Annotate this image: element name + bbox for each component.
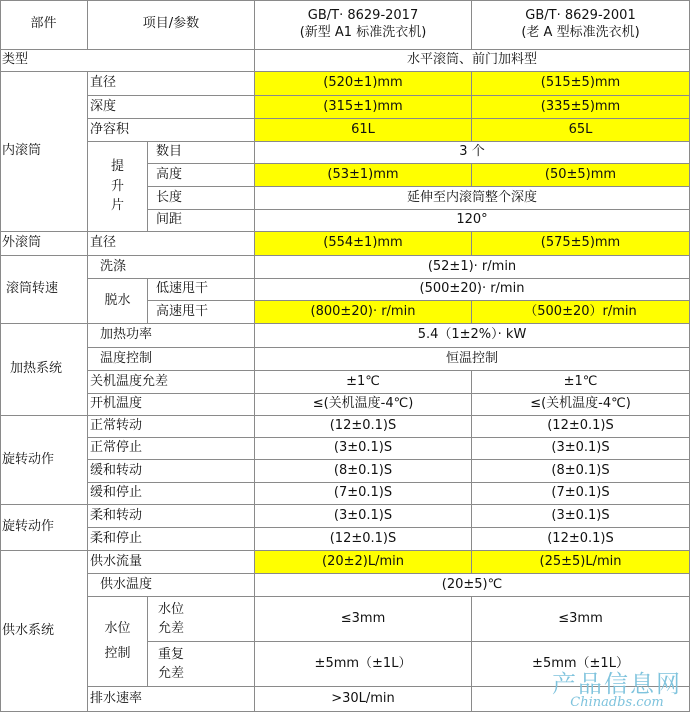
rot-normal-stop-2017 bbox=[255, 438, 472, 460]
rot-normal-run-2001-text: (12±0.1)S bbox=[547, 418, 614, 434]
rot-gentle-stop-2017 bbox=[255, 483, 472, 505]
outer-diameter-2001-text: (575±5)mm bbox=[540, 235, 621, 251]
rotation1-label bbox=[0, 416, 88, 505]
rot-soft-stop-2017 bbox=[255, 528, 472, 551]
lifter-spacing-label-text: 间距 bbox=[156, 212, 183, 228]
header-item bbox=[88, 0, 255, 50]
on-temp-2001-text: ≤(关机温度-4℃) bbox=[530, 396, 631, 412]
rot-gentle-run-label bbox=[88, 460, 255, 483]
heat-power-label-text: 加热功率 bbox=[100, 327, 153, 343]
drain-value bbox=[255, 687, 472, 712]
outer-diameter-2017-text: (554±1)mm bbox=[323, 235, 403, 251]
drum-speed-label bbox=[0, 256, 88, 324]
rotation2-label-text: 旋转动作 bbox=[2, 519, 55, 535]
rot-soft-stop-2001 bbox=[472, 528, 690, 551]
water-flow-2017-text: (20±2)L/min bbox=[322, 553, 404, 569]
lifter-height-label-text: 高度 bbox=[156, 166, 183, 182]
rot-gentle-stop-label bbox=[88, 483, 255, 505]
lifter-height-2001 bbox=[472, 164, 690, 187]
level-ctrl-char-1: 水位 bbox=[104, 620, 131, 636]
water-temp-value bbox=[255, 574, 690, 597]
rot-soft-run-2017-text: (3±0.1)S bbox=[333, 507, 393, 523]
repeat-tol-label bbox=[148, 642, 255, 687]
rot-normal-run-label-text: 正常转动 bbox=[90, 418, 143, 434]
heat-power-label bbox=[88, 324, 255, 348]
spin-label-text: 脱水 bbox=[104, 292, 131, 308]
wash-speed-label-text: 洗涤 bbox=[100, 258, 127, 274]
off-tol-2017-text: ±1℃ bbox=[346, 373, 380, 389]
inner-volume-label bbox=[88, 119, 255, 142]
lifter-char-2: 升 bbox=[110, 178, 124, 194]
inner-depth-2001 bbox=[472, 96, 690, 119]
off-tol-2017 bbox=[255, 371, 472, 394]
drain-blank-2001 bbox=[472, 687, 690, 712]
rot-soft-stop-label bbox=[88, 528, 255, 551]
low-spin-label bbox=[148, 279, 255, 301]
rot-normal-stop-label-text: 正常停止 bbox=[90, 440, 143, 456]
inner-volume-2001-text: 65L bbox=[568, 121, 593, 137]
temp-ctrl-label-text: 温度控制 bbox=[100, 350, 153, 366]
header-part-text: 部件 bbox=[30, 16, 57, 32]
level-ctrl-char-2: 控制 bbox=[104, 645, 131, 661]
drum-speed-label-text: 滚筒转速 bbox=[6, 281, 59, 297]
level-tol-label bbox=[148, 597, 255, 642]
off-tol-label-text: 关机温度允差 bbox=[90, 373, 169, 389]
rot-normal-stop-2001 bbox=[472, 438, 690, 460]
level-ctrl-label bbox=[88, 597, 148, 687]
inner-diameter-2017-text: (520±1)mm bbox=[323, 75, 403, 91]
lifter-count-value bbox=[255, 142, 690, 164]
drain-value-text: >30L/min bbox=[331, 690, 395, 706]
outer-drum-label bbox=[0, 232, 88, 256]
repeat-tol-label-1: 重复 bbox=[158, 646, 185, 662]
rot-gentle-stop-2001 bbox=[472, 483, 690, 505]
rot-normal-stop-2017-text: (3±0.1)S bbox=[333, 440, 393, 456]
lifter-length-label bbox=[148, 187, 255, 210]
rot-normal-run-2001 bbox=[472, 416, 690, 438]
water-temp-label-text: 供水温度 bbox=[100, 576, 153, 592]
water-temp-value-text: (20±5)℃ bbox=[441, 576, 503, 592]
header-gb2001-desc: (老 A 型标准洗衣机) bbox=[521, 24, 640, 40]
rot-soft-run-2001 bbox=[472, 505, 690, 528]
rot-gentle-run-2017-text: (8±0.1)S bbox=[333, 462, 393, 478]
inner-depth-2001-text: (335±5)mm bbox=[540, 98, 621, 114]
drain-label-text: 排水速率 bbox=[90, 690, 143, 706]
inner-diameter-2001 bbox=[472, 72, 690, 96]
wash-speed-value-text: (52±1)· r/min bbox=[427, 258, 517, 274]
rot-soft-stop-2001-text: (12±0.1)S bbox=[547, 530, 614, 546]
off-tol-label bbox=[88, 371, 255, 394]
rot-normal-run-2017 bbox=[255, 416, 472, 438]
rot-normal-run-label bbox=[88, 416, 255, 438]
wash-speed-label bbox=[88, 256, 255, 279]
heating-label-text: 加热系统 bbox=[10, 361, 63, 377]
repeat-tol-2001-text: ±5mm（±1L） bbox=[532, 655, 629, 671]
lifter-spacing-label bbox=[148, 210, 255, 232]
outer-diameter-label bbox=[88, 232, 255, 256]
lifter-count-value-text: 3 个 bbox=[459, 144, 485, 160]
lifter-length-label-text: 长度 bbox=[156, 189, 183, 205]
water-temp-label bbox=[88, 574, 255, 597]
rotation2-label bbox=[0, 505, 88, 551]
heat-power-value bbox=[255, 324, 690, 348]
heating-label bbox=[0, 324, 88, 416]
rot-gentle-run-2017 bbox=[255, 460, 472, 483]
rot-normal-run-2017-text: (12±0.1)S bbox=[329, 418, 397, 434]
rot-soft-run-label bbox=[88, 505, 255, 528]
repeat-tol-2017 bbox=[255, 642, 472, 687]
lifter-count-label-text: 数目 bbox=[156, 144, 183, 160]
off-tol-2001 bbox=[472, 371, 690, 394]
header-item-text: 项目/参数 bbox=[142, 16, 200, 32]
on-temp-2017 bbox=[255, 394, 472, 416]
lifter-height-label bbox=[148, 164, 255, 187]
low-spin-label-text: 低速甩干 bbox=[156, 281, 209, 297]
inner-depth-label-text: 深度 bbox=[90, 98, 117, 114]
header-gb2017-code: GB/T· 8629-2017 bbox=[307, 8, 419, 24]
heat-power-value-text: 5.4（1±2%）· kW bbox=[417, 327, 527, 343]
lifter-length-value-text: 延伸至内滚筒整个深度 bbox=[406, 189, 537, 205]
on-temp-label-text: 开机温度 bbox=[90, 396, 143, 412]
watermark-url: Chinadbs.com bbox=[570, 695, 664, 710]
temp-ctrl-value-text: 恒温控制 bbox=[445, 350, 498, 366]
rot-soft-stop-2017-text: (12±0.1)S bbox=[329, 530, 397, 546]
high-spin-2001-text: （500±20）r/min bbox=[524, 303, 637, 319]
inner-depth-2017 bbox=[255, 96, 472, 119]
outer-diameter-label-text: 直径 bbox=[90, 235, 117, 251]
lifter-length-value bbox=[255, 187, 690, 210]
outer-diameter-2017 bbox=[255, 232, 472, 256]
rot-gentle-run-2001 bbox=[472, 460, 690, 483]
on-temp-2001 bbox=[472, 394, 690, 416]
level-tol-2017 bbox=[255, 597, 472, 642]
inner-volume-label-text: 净容积 bbox=[90, 121, 130, 137]
rot-normal-stop-label bbox=[88, 438, 255, 460]
lifter-spacing-value bbox=[255, 210, 690, 232]
level-tol-2001-text: ≤3mm bbox=[558, 610, 603, 626]
rot-soft-run-2001-text: (3±0.1)S bbox=[551, 507, 610, 523]
rot-gentle-stop-2001-text: (7±0.1)S bbox=[551, 485, 610, 501]
lifter-height-2017 bbox=[255, 164, 472, 187]
water-flow-label bbox=[88, 551, 255, 574]
inner-volume-2001 bbox=[472, 119, 690, 142]
repeat-tol-label-2: 允差 bbox=[158, 666, 185, 681]
lifter-spacing-value-text: 120° bbox=[456, 212, 488, 228]
drain-label bbox=[88, 687, 255, 712]
watermark-title: 产品信息网 bbox=[552, 670, 682, 698]
repeat-tol-2001 bbox=[472, 642, 690, 687]
lifter-count-label bbox=[148, 142, 255, 164]
inner-depth-2017-text: (315±1)mm bbox=[323, 98, 403, 114]
inner-drum-label-text: 内滚筒 bbox=[2, 143, 42, 159]
water-flow-label-text: 供水流量 bbox=[90, 553, 143, 569]
repeat-tol-2017-text: ±5mm（±1L） bbox=[314, 655, 412, 671]
level-tol-2001 bbox=[472, 597, 690, 642]
rot-normal-stop-2001-text: (3±0.1)S bbox=[551, 440, 610, 456]
lifter-height-2001-text: (50±5)mm bbox=[544, 166, 617, 182]
inner-volume-2017-text: 61L bbox=[351, 121, 375, 137]
level-tol-label-1: 水位 bbox=[158, 601, 185, 617]
lifter-char-3: 片 bbox=[110, 198, 124, 214]
high-spin-2017 bbox=[255, 301, 472, 324]
wash-speed-value bbox=[255, 256, 690, 279]
rot-soft-stop-label-text: 柔和停止 bbox=[90, 530, 143, 546]
temp-ctrl-value bbox=[255, 348, 690, 371]
level-tol-label-2: 允差 bbox=[158, 621, 185, 636]
rot-soft-run-label-text: 柔和转动 bbox=[90, 507, 143, 523]
header-gb2017-desc: (新型 A1 标准洗衣机) bbox=[299, 24, 427, 40]
inner-diameter-2017 bbox=[255, 72, 472, 96]
high-spin-2001 bbox=[472, 301, 690, 324]
rot-gentle-run-2001-text: (8±0.1)S bbox=[551, 462, 610, 478]
lifter-char-1: 提 bbox=[110, 159, 124, 175]
rotation1-label-text: 旋转动作 bbox=[2, 451, 55, 467]
type-value bbox=[255, 50, 690, 72]
water-label-text: 供水系统 bbox=[2, 622, 55, 638]
rot-gentle-stop-label-text: 缓和停止 bbox=[90, 485, 143, 501]
outer-diameter-2001 bbox=[472, 232, 690, 256]
type-value-text: 水平滚筒、前门加料型 bbox=[406, 52, 537, 68]
low-spin-value bbox=[255, 279, 690, 301]
inner-diameter-2001-text: (515±5)mm bbox=[540, 75, 621, 91]
lifter-height-2017-text: (53±1)mm bbox=[327, 166, 399, 182]
level-tol-2017-text: ≤3mm bbox=[340, 610, 386, 626]
water-flow-2001-text: (25±5)L/min bbox=[539, 553, 622, 569]
high-spin-2017-text: (800±20)· r/min bbox=[310, 303, 416, 319]
lifter-label bbox=[88, 142, 148, 232]
temp-ctrl-label bbox=[88, 348, 255, 371]
header-gb2001 bbox=[472, 0, 690, 50]
outer-drum-label-text: 外滚筒 bbox=[2, 235, 42, 251]
spin-label bbox=[88, 279, 148, 324]
inner-drum-label bbox=[0, 72, 88, 232]
header-part bbox=[0, 0, 88, 50]
type-label bbox=[0, 50, 255, 72]
high-spin-label-text: 高速甩干 bbox=[156, 303, 209, 319]
header-gb2001-code: GB/T· 8629-2001 bbox=[525, 8, 636, 24]
high-spin-label bbox=[148, 301, 255, 324]
inner-depth-label bbox=[88, 96, 255, 119]
rot-gentle-stop-2017-text: (7±0.1)S bbox=[333, 485, 393, 501]
inner-volume-2017 bbox=[255, 119, 472, 142]
rot-gentle-run-label-text: 缓和转动 bbox=[90, 462, 143, 478]
type-label-text: 类型 bbox=[2, 52, 29, 68]
header-gb2017 bbox=[255, 0, 472, 50]
inner-diameter-label bbox=[88, 72, 255, 96]
rot-soft-run-2017 bbox=[255, 505, 472, 528]
water-flow-2001 bbox=[472, 551, 690, 574]
water-label bbox=[0, 551, 88, 712]
inner-diameter-label-text: 直径 bbox=[90, 75, 117, 91]
water-flow-2017 bbox=[255, 551, 472, 574]
low-spin-value-text: (500±20)· r/min bbox=[419, 281, 525, 297]
off-tol-2001-text: ±1℃ bbox=[563, 373, 598, 389]
on-temp-2017-text: ≤(关机温度-4℃) bbox=[312, 396, 414, 412]
on-temp-label bbox=[88, 394, 255, 416]
